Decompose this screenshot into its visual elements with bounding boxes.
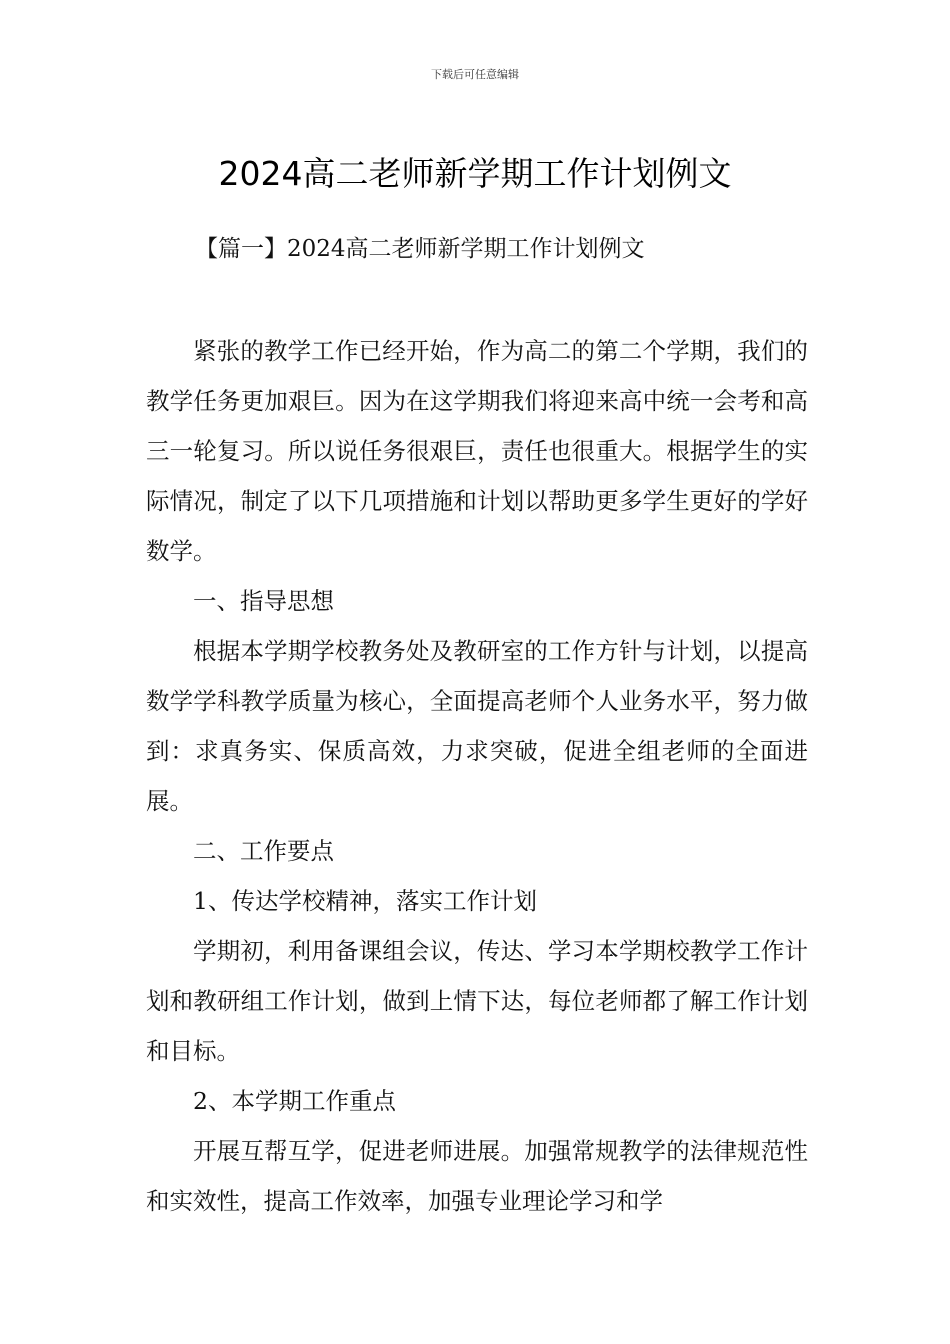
header-note: 下载后可任意编辑 — [431, 68, 519, 81]
subheading-semester-focus: 2、本学期工作重点 — [193, 1087, 396, 1115]
heading-work-points: 二、工作要点 — [193, 837, 334, 865]
document-title: 2024高二老师新学期工作计划例文 — [218, 154, 732, 194]
subheading-convey-spirit: 1、传达学校精神，落实工作计划 — [193, 887, 537, 915]
paragraph-semester-focus: 开展互帮互学，促进老师进展。加强常规教学的法律规范性和实效性，提高工作效率，加强专业理论学习和学 — [146, 1137, 808, 1215]
document-body — [146, 326, 808, 1226]
paragraph-guiding-ideas: 根据本学期学校教务处及教研室的工作方针与计划，以提高数学学科教学质量为核心，全面提高老师个人业务水平，努力做到：求真务实、保质高效，力求突破，促进全组老师的全面进展。 — [146, 637, 808, 815]
paragraph-intro: 紧张的教学工作已经开始，作为高二的第二个学期，我们的教学任务更加艰巨。因为在这学期我们将迎来高中统一会考和高三一轮复习。所以说任务很艰巨，责任也很重大。根据学生的实际情况，制定了以下几项措施和计划以帮助更多学生更好的学好数学。 — [146, 337, 808, 565]
heading-guiding-ideas: 一、指导思想 — [193, 587, 334, 615]
paragraph-convey-spirit: 学期初，利用备课组会议，传达、学习本学期校教学工作计划和教研组工作计划，做到上情下达，每位老师都了解工作计划和目标。 — [146, 937, 808, 1065]
section-heading: 【篇一】2024高二老师新学期工作计划例文 — [195, 236, 645, 262]
